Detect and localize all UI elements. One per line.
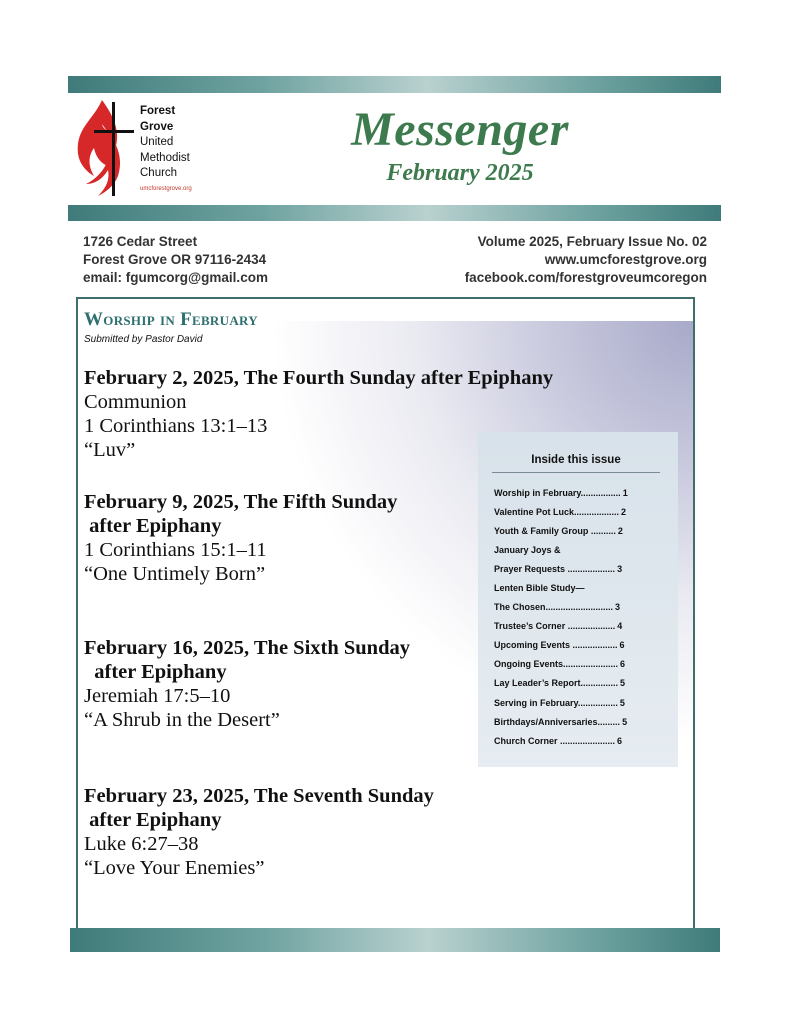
toc-item-label: Youth & Family Group .......... <box>494 525 616 536</box>
toc-item-label: The Chosen........................... <box>494 602 614 613</box>
church-name-line: Forest <box>140 105 176 117</box>
toc-item-page: 2 <box>621 506 627 517</box>
service-heading: February 9, 2025, The Fifth Sunday <box>84 491 398 513</box>
toc-title: Inside this issue <box>492 454 660 473</box>
toc-item-label: Trustee’s Corner ................... <box>494 621 616 632</box>
service-line: “A Shrub in the Desert” <box>84 709 280 731</box>
toc-item-label: January Joys & <box>494 544 561 555</box>
toc-item[interactable] <box>494 598 657 617</box>
service-line: “Love Your Enemies” <box>84 857 265 879</box>
toc-item[interactable] <box>494 483 657 502</box>
street-address: 1726 Cedar Street <box>83 234 198 249</box>
toc-item-page: 6 <box>620 659 626 670</box>
toc-item-label: Worship in February................ <box>494 487 621 498</box>
toc-item-label: Birthdays/Anniversaries......... <box>494 716 621 727</box>
facebook-link[interactable]: facebook.com/forestgroveumcoregon <box>464 270 707 285</box>
toc-item[interactable] <box>494 636 657 655</box>
service-heading-cont: after Epiphany <box>84 661 227 683</box>
email-address[interactable]: email: fgumcorg@gmail.com <box>83 270 268 285</box>
toc-item[interactable] <box>494 693 657 712</box>
service-line: Luke 6:27–38 <box>84 833 199 855</box>
toc-item-page: 2 <box>617 525 623 536</box>
church-name-line: Methodist <box>140 151 190 164</box>
service-heading-cont: after Epiphany <box>84 515 222 537</box>
service-entry <box>84 636 410 732</box>
church-name-line: Grove <box>140 120 174 133</box>
toc-item-page: 4 <box>617 621 623 632</box>
inside-this-issue-box <box>478 432 678 767</box>
newsletter-title: Messenger <box>351 103 569 156</box>
toc-item[interactable] <box>494 521 657 540</box>
toc-item-label: Lenten Bible Study— <box>494 583 585 594</box>
service-line: 1 Corinthians 13:1–13 <box>84 415 268 437</box>
toc-item-label: Upcoming Events .................. <box>494 640 618 651</box>
toc-item-page: 3 <box>615 602 621 613</box>
contact-address <box>83 233 268 287</box>
service-line: 1 Corinthians 15:1–11 <box>84 539 267 561</box>
toc-item[interactable] <box>494 578 657 597</box>
toc-item[interactable] <box>494 502 657 521</box>
toc-item-page: 3 <box>617 563 623 574</box>
section-title: Worship in February <box>84 309 258 330</box>
top-decorative-bar <box>68 76 721 93</box>
toc-item-label: Ongoing Events...................... <box>494 659 619 670</box>
toc-list <box>494 483 657 750</box>
toc-item-page: 5 <box>620 678 626 689</box>
service-line: Communion <box>84 391 187 413</box>
toc-item[interactable] <box>494 617 657 636</box>
church-name-line: Church <box>140 167 178 179</box>
toc-item[interactable] <box>494 655 657 674</box>
toc-item-label: Prayer Requests ................... <box>494 563 616 574</box>
toc-item[interactable] <box>494 559 657 578</box>
toc-item-label: Lay Leader’s Report............... <box>494 678 619 689</box>
newsletter-date: February 2025 <box>386 160 534 186</box>
toc-item-page: 5 <box>622 716 628 727</box>
toc-item-label: Valentine Pot Luck.................. <box>494 506 620 517</box>
volume-info: Volume 2025, February Issue No. 02 <box>477 234 707 249</box>
toc-item-page: 6 <box>619 640 625 651</box>
church-name <box>140 104 190 182</box>
city-address: Forest Grove OR 97116-2434 <box>83 252 267 267</box>
service-heading: February 2, 2025, The Fourth Sunday after Epiphany <box>84 367 554 389</box>
service-entry <box>84 784 434 880</box>
worship-panel <box>76 297 695 940</box>
toc-item-page: 6 <box>617 735 623 746</box>
church-name-line: United <box>140 136 174 148</box>
submitted-by: Submitted by Pastor David <box>84 334 203 345</box>
toc-item-page: 5 <box>619 697 625 708</box>
logo-url: umcforestgrove.org <box>140 186 192 192</box>
service-entry <box>84 490 397 586</box>
issue-info <box>465 233 707 287</box>
toc-item[interactable] <box>494 674 657 693</box>
toc-item[interactable] <box>494 540 657 559</box>
toc-item[interactable] <box>494 731 657 750</box>
toc-item-label: Serving in February................ <box>494 697 618 708</box>
toc-item-page: 1 <box>622 487 628 498</box>
service-line: “Luv” <box>84 439 136 461</box>
toc-item-label: Church Corner ...................... <box>494 735 616 746</box>
website-link[interactable]: www.umcforestgrove.org <box>544 252 707 267</box>
service-heading: February 16, 2025, The Sixth Sunday <box>84 637 410 659</box>
middle-decorative-bar <box>68 205 721 221</box>
toc-item[interactable] <box>494 712 657 731</box>
service-line: Jeremiah 17:5–10 <box>84 685 231 707</box>
service-heading-cont: after Epiphany <box>84 809 222 831</box>
bottom-decorative-bar <box>70 928 720 952</box>
service-heading: February 23, 2025, The Seventh Sunday <box>84 785 434 807</box>
service-line: “One Untimely Born” <box>84 563 266 585</box>
